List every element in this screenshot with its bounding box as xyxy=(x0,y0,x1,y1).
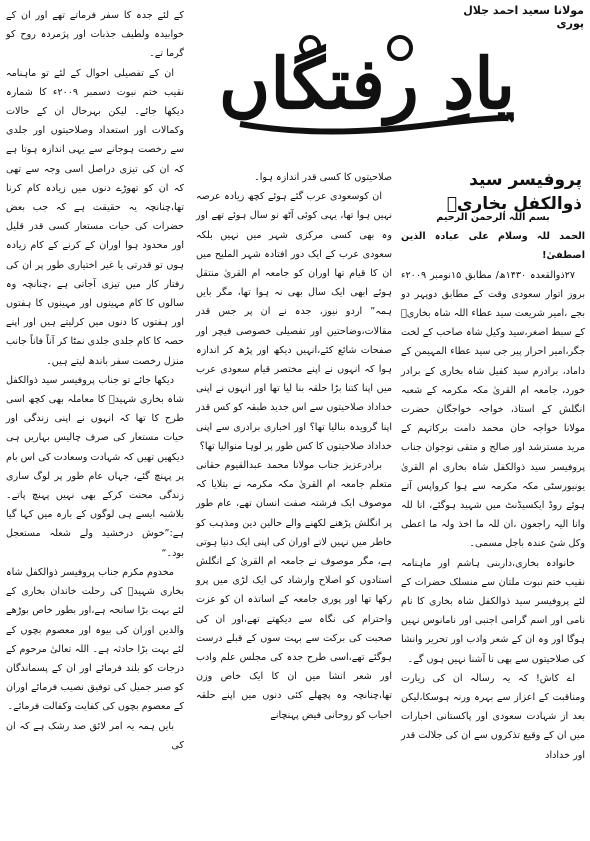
paragraph: ۲۷ذوالقعدہ ۱۴۳۰ھ/ مطابق ۱۵نومبر ۲۰۰۹ء بروز اتوار سعودی وقت کے مطابق دوپہر دو بجے ،امیر شریعت سید عطاء اللہ شاہ بخاریؒ کے سبط اصغر،سید وکیل شاہ صاحب کے لخت جگر،امیر احرار پیر جی سید عطاء المہیمن کے داماد، برادرم سید کفیل شاہ بخاری کے برادر خورد، جامعہ ام القریٰ مکہ مکرمہ کے شعبہ انگلش کے استاذ، خواجہ خواجگان حضرت مولانا خواجہ خان محمد دامت برکاتہم کے مرید مسترشد اور صالح و متقی نوجوان جناب پروفیسر سید ذوالکفل شاہ بخاری ام القریٰ یونیورسٹی مکہ مکرمہ سے ہوا کرواپس آتے ہوئے روڈ ایکسیڈنٹ میں شہید ہوگئے، انا للہ وانا الیہ راجعون ،ان للہ ما اخذ ولہ ما اعطی وکل شیٔ عندہ باجل مسمی۔ xyxy=(401,269,585,550)
paragraph: بایں ہمہ یہ امر لائق صد رشک ہے کہ ان کی xyxy=(6,720,184,751)
opening-salutation: الحمد للہ وسلام علی عبادہ الذین اصطفیٰ! xyxy=(401,231,585,262)
paragraph: کے لئے جدہ کا سفر فرماتے تھے اور ان کے خوابیدہ ولطیف جذبات اور پژمردہ روح کو گرما تے۔ xyxy=(6,10,184,60)
left-column xyxy=(6,6,184,755)
paragraph: اے کاش! کہ یہ رسالہ ان کی زیارت ومناقبت کے اعزاز سے بہرہ ورنہ ہوسکا،لیکن بعد از شہادت سعودی اور پاکستانی اخبارات میں ان کے وقیع تذکروں سے ان کی جلالت قدر اور خداداد xyxy=(401,672,585,761)
masthead-logo-art xyxy=(200,28,535,140)
paragraph: خانوادہ بخاری،داربنی ہاشم اور ماہنامہ نقیب ختم نبوت ملتان سے منسلک حضرات کے لئے پروفیسر سید ذوالکفل شاہ بخاری کا نام نامی اور اسم گرامی اجنبی اور نامانوس نہیں ہوگا اور وہ ان کے شعر وادب اور تحریر وانشا کی صلاحیتوں سے بھی نا آشنا نہیں ہوں گے۔ xyxy=(401,557,585,665)
author-byline: مولانا سعید احمد جلال پوری xyxy=(463,4,584,30)
right-column xyxy=(401,208,585,765)
masthead-calligraphy xyxy=(200,28,535,140)
article-headline: پروفیسر سید ذوالکفل بخاریؒ xyxy=(446,170,582,214)
paragraph: مخدوم مکرم جناب پروفیسر ذوالکفل شاہ بخاری شہیدؒ کی رحلت خاندان بخاری کے لئے بہت بڑا سانحہ ہے،اور بطور خاص بوڑھے والدین اوران کی بیوہ اور معصوم بچوں کے لئے بہت بڑا حادثہ ہے۔ اللہ تعالیٰ مرحوم کے درجات کو بلند فرمائے اور ان کے پسماندگان کو صبر جمیل کی توفیق نصیب فرمائے اوران کے معصوم بچوں کی کفایت وکفالت فرمائے۔ xyxy=(6,566,184,713)
paragraph: دیکھا جائے تو جناب پروفیسر سید ذوالکفل شاہ بخاری شہیدؒ کا معاملہ بھی کچھ اسی طرح کا تھا کہ انہوں نے اپنی زندگی اور حیات مستعار کی صرف چالیس بہاریں ہی دیکھیں تھیں کہ شہادت وسعادت کی اس بام پر پہنچ گئے، جہاں عام طور پر لوگ ساری زندگی محنت کرکے بھی نہیں پہنچ پاتے۔ بلاشبہ ایسے ہی لوگوں کے بارہ میں کہا گیا ہے:”خوش درخشید ولے شعلہ مستعجل بود۔“ xyxy=(6,374,184,559)
bismillah-line: بسم اللہ الرحمن الرحیم xyxy=(436,212,550,223)
paragraph: صلاحیتوں کا کسی قدر اندازہ ہوا۔ xyxy=(254,172,392,183)
paragraph: برادرعزیز جناب مولانا محمد عبدالقیوم حقانی متعلم جامعہ ام القریٰ مکہ مکرمہ نے بتلایا کہ موصوف ایک فرشتہ صفت انسان تھے، عام طور پر انگلش پڑھنے لکھنے والے حالین دین ومذہب کو خاطر میں نہیں لاتے اوران کی اپنی ایک دنیا ہوتی ہے، مگر موصوف نے جامعہ ام القریٰ کے انگلش استادوں کو اصلاح وارشاد کی ایک لڑی میں پرو رکھا تھا اور پوری جامعہ کے اساتذہ ان کو عزت واحترام کی نگاہ سے دیکھتے تھے،اور ان کی صحبت کی برکت سے بہت سوں کے قبلے درست ہوگئے تھے،اسی طرح جدہ کی مجلس علم وادب اور شعر انشا میں ان کا ایک خاص وزن تھا،چنانچہ وہ پچھلے کئی دنوں میں اپنے حلقہ احباب کو روحانی فیض پہنچانے xyxy=(196,460,392,721)
paragraph: ان کے تفصیلی احوال کے لئے تو ماہنامہ نقیب ختم نبوت دسمبر ۲۰۰۹ء کا شمارہ دیکھا جائے۔ لیکن بہرحال ان کے حالات وکمالات اور استعداد وصلاحیتوں اور جلدی سے رخصت ہوجانے سے یہی اندازہ ہوتا ہے کہ ان کی تیزی دراصل اسی وجہ سے تھی کہ ان کو تھوڑے دنوں میں زیادہ کام کرنا تھا،چنانچہ یہ حقیقت ہے کہ جب بعض حضرات کی حیات مستعار کسی قدر قلیل اور محدود ہوا اوران کے کرنے کے کام زیادہ ہوں تو قدرتی یا غیر اختیاری طور پر ان کی رفتار کار میں تیزی آجاتی ہے ،چنانچہ وہ سالوں کا کام مہینوں اور مہینوں کا ہفتوں اور ہفتوں کا دنوں میں کرلیتے ہیں اور اپنے حصہ کا کام جلدی جلدی نمٹا کر آناً فاناً جانب منزل رخصت سفر باندھ لیتے ہیں۔ xyxy=(6,67,184,367)
middle-column xyxy=(196,168,392,725)
masthead-title: یادِ رفتگاں xyxy=(218,42,516,125)
paragraph: ان کوسعودی عرب گئے ہوئے کچھ زیادہ عرصہ نہیں ہوا تھا، یہی کوئی آٹھ نو سال ہوئے تھے اور وہ بھی کسی مرکزی شہر میں نہیں بلکہ سعودی عرب کے ایک دور افتادہ شہر الملیح میں ان کا قیام تھا اوران کو جامعہ ام القریٰ منتقل ہوئے ابھی ایک سال بھی نہ ہوا تھا، مگر بایں ہمہ” اردو نیوز، جدہ نے ان پر جس قدر مقالات،وضاحتیں اور تفصیلی خصوصی فیچر اور صفحات شائع کئے،انہیں دیکھ اور پڑھ کر اندازہ ہوا کہ انہوں نے اپنے مختصر قیام سعودی عرب میں اپنا کتنا بڑا حلقہ بنا لیا تھا اور انہوں نے اپنی خداداد صلاحیتوں سے اس جدید طبقہ کو کس قدر اپنا گرویدہ بنالیا تھا؟ اور اخباری برادری سے اپنی خداداد صلاحیتوں کا کس طور پر لوہا منوالیا تھا؟ xyxy=(196,191,392,452)
